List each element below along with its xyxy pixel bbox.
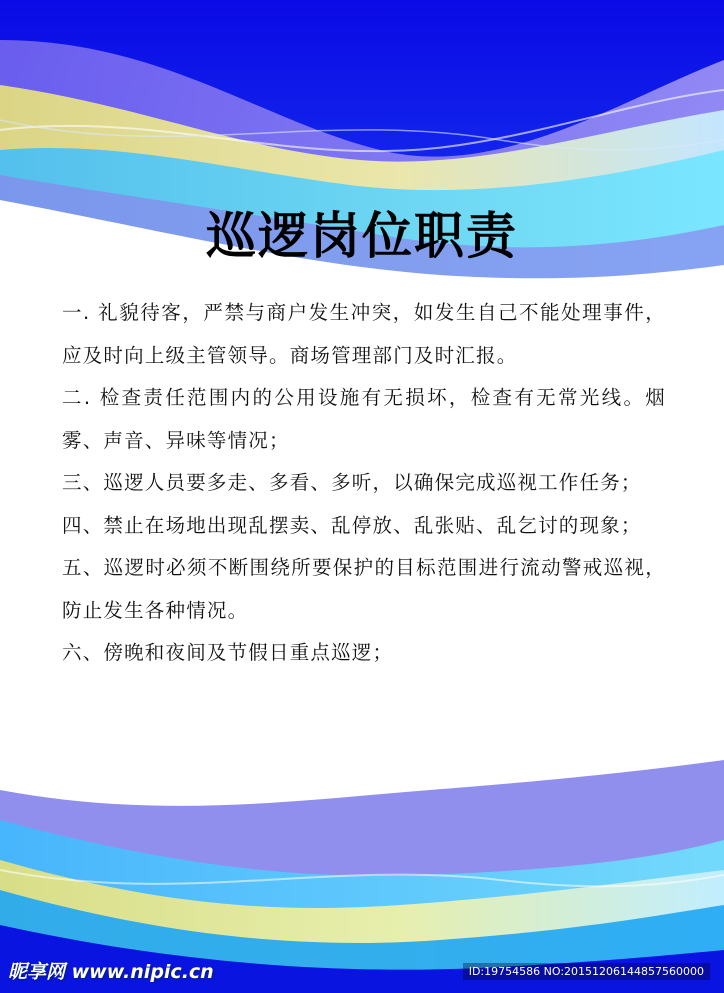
duty-item-1: 一. 礼貌待客，严禁与商户发生冲突，如发生自己不能处理事件，应及时向上级主管领导。商场管理部门及时汇报。 xyxy=(62,301,666,367)
duty-item-4: 四、禁止在场地出现乱摆卖、乱停放、乱张贴、乱乞讨的现象； xyxy=(62,513,642,537)
duty-item-5: 五、巡逻时必须不断围绕所要保护的目标范围进行流动警戒巡视，防止发生各种情况。 xyxy=(62,556,666,622)
watermark-logo: 昵享网 www.nipic.cn xyxy=(8,961,214,983)
watermark-id: ID:19754586 NO:20151206144857560000 xyxy=(463,963,710,980)
duty-item-3: 三、巡逻人员要多走、多看、多听，以确保完成巡视工作任务； xyxy=(62,471,642,494)
page-title: 巡逻岗位职责 xyxy=(206,207,518,265)
duty-item-2: 二. 检查责任范围内的公用设施有无损坏，检查有无常光线。烟雾、声音、异味等情况； xyxy=(62,386,666,452)
duty-item-6: 六、傍晚和夜间及节假日重点巡逻； xyxy=(62,641,394,664)
duty-list xyxy=(62,292,666,675)
